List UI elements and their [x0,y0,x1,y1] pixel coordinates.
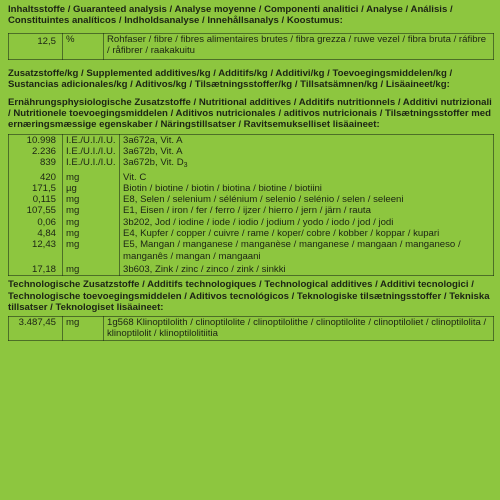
row-code: E8, Selen / selenium / sélénium / selenio / selénio / selen / seleeni [120,194,494,205]
row-value: 171,5 [9,183,63,194]
row-unit: µg [63,183,120,194]
row-code: 3a672b, Vit. A [120,146,494,157]
row-code: 3a672a, Vit. A [120,134,494,146]
row-value: 17,18 [9,264,63,276]
analysis-unit: % [63,33,104,60]
row-unit: mg [63,239,120,264]
row-value: 0,06 [9,217,63,228]
nutritional-heading: Ernährungsphysiologische Zusatzstoffe / Nutritional additives / Additifs nutritionnels / Additivi nutrizionali / Nutritionele toevoegingsmiddelen / Aditivos nutricionales / aditivos nutricionais / Tilsætningsstoffer med ernæringsmæssige egenskaber / Näringstillsatser / Ravitsemukselliset lisäaineet: [8,96,492,131]
table-row [9,264,494,276]
table-row [9,157,494,171]
row-unit: mg [63,205,120,216]
row-code: Biotin / biotine / biotin / biotina / biotine / biotiini [120,183,494,194]
table-row [9,146,494,157]
row-unit: mg [63,228,120,239]
row-value: 3.487,45 [9,317,63,341]
table-row [9,183,494,194]
row-unit: I.E./U.I./I.U. [63,157,120,171]
row-code: Vit. C [120,172,494,183]
nutritional-table [8,134,494,277]
table-row [9,194,494,205]
row-code: E1, Eisen / iron / fer / ferro / ijzer / hierro / jern / järn / rauta [120,205,494,216]
row-unit: mg [63,317,104,341]
table-row [9,134,494,146]
row-code [120,157,494,171]
row-desc: 1g568 Klinoptilolith / clinoptilolite / clinoptilolithe / clinoptilolite / clinoptiloliet / clinoptilolita / klinoptilolit / klinoptilolitiitia [104,317,494,341]
row-unit: I.E./U.I./I.U. [63,146,120,157]
analysis-table [8,33,494,61]
table-row [9,217,494,228]
row-value: 10.998 [9,134,63,146]
row-unit: I.E./U.I./I.U. [63,134,120,146]
table-row [9,228,494,239]
row-value: 420 [9,172,63,183]
table-row [9,33,494,60]
technological-table [8,316,494,341]
row-code: 3b202, Jod / iodine / iode / iodio / jodium / yodo / iodo / jod / jodi [120,217,494,228]
row-value: 2.236 [9,146,63,157]
analysis-value: 12,5 [9,33,63,60]
table-row [9,239,494,264]
row-code-text: 3a672b, Vit. D [123,157,184,169]
analysis-heading: Inhaltsstoffe / Guaranteed analysis / Analyse moyenne / Componenti analitici / Analyse / Análisis / Constituintes analíticos / Indholdsanalyse / Innehållsanalys / Koostumus: [8,4,453,27]
table-row [9,205,494,216]
row-value: 12,43 [9,239,63,264]
table-row [9,317,494,341]
vitamin-d-subscript: 3 [183,162,188,170]
row-unit: mg [63,217,120,228]
row-code: E5, Mangan / manganese / manganèse / manganese / mangaan / manganeso / manganês / mangan / mangaani [120,239,494,264]
row-value: 839 [9,157,63,171]
row-code: E4, Kupfer / copper / cuivre / rame / koper/ cobre / kobber / koppar / kupari [120,228,494,239]
row-value: 107,55 [9,205,63,216]
row-code: 3b603, Zink / zinc / zinco / zink / sinkki [120,264,494,276]
technological-heading: Technologische Zusatzstoffe / Additifs technologiques / Technological additives / Additivi tecnologici / Technologische toevoegingsmiddelen / Aditivos tecnológicos / Teknologiske tilsætningsstoffer / Tekniska tillsatser / Teknologiset lisäaineet: [8,279,490,313]
supplemented-heading: Zusatzstoffe/kg / Supplemented additives/kg / Additifs/kg / Additivi/kg / Toevoegingsmiddelen/kg / Sustancias adicionales/kg / Aditivos/kg / Tilsætningsstoffer/kg / Tillsatsämnen/kg / Lisäaineet/kg: [8,68,453,91]
row-unit: mg [63,194,120,205]
analysis-desc: Rohfaser / fibre / fibres alimentaires brutes / fibra grezza / ruwe vezel / fibra bruta / ráfibre / råfibrer / raakakuitu [104,33,494,60]
table-row [9,172,494,183]
row-unit: mg [63,172,120,183]
row-value: 4,84 [9,228,63,239]
row-value: 0,115 [9,194,63,205]
row-unit: mg [63,264,120,276]
